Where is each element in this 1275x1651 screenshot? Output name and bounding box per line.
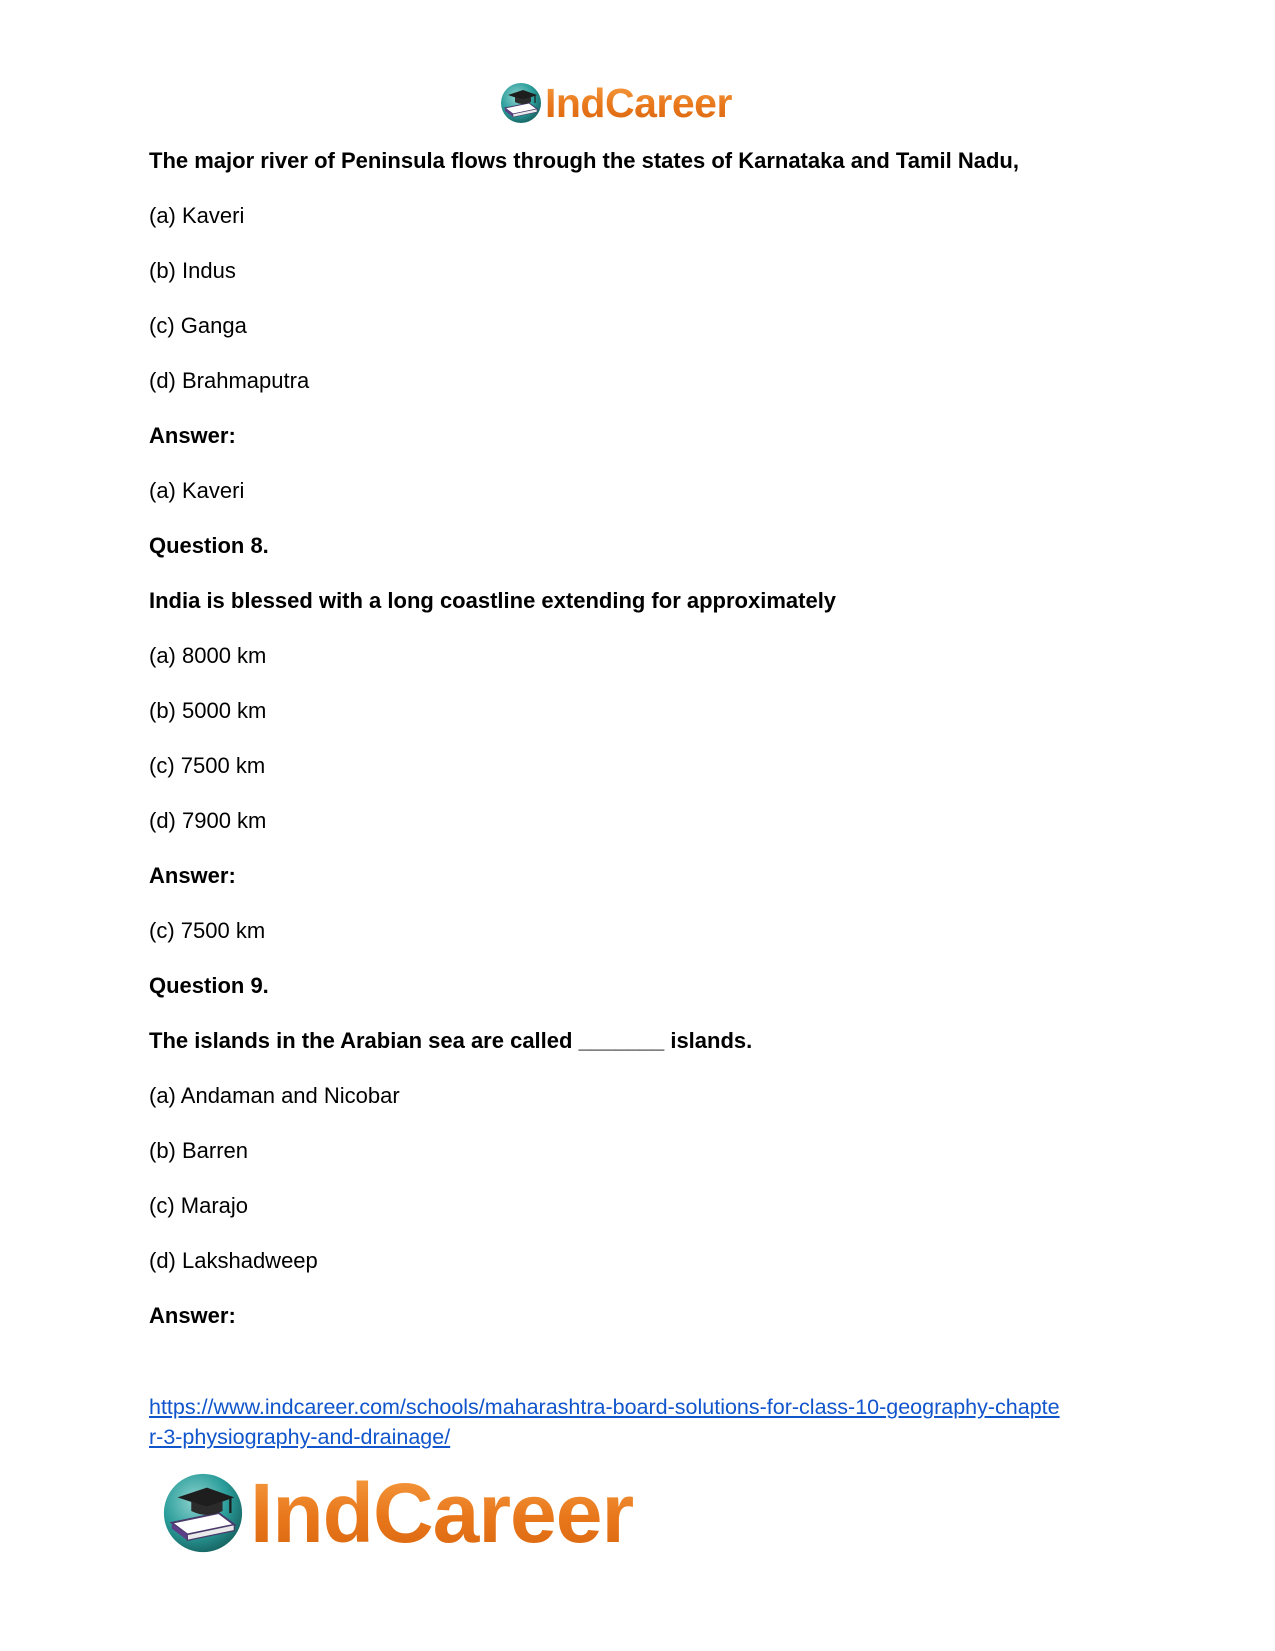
option-b: (b) 5000 km: [149, 698, 267, 723]
question-7-text: The major river of Peninsula flows through the states of Karnataka and Tamil Nadu,: [149, 148, 1019, 173]
option-a: (a) Kaveri: [149, 203, 245, 228]
question-8-text: India is blessed with a long coastline extending for approximately: [149, 588, 837, 613]
answer-label: Answer:: [149, 423, 236, 448]
graduation-book-icon: [499, 81, 543, 125]
source-link-line-2[interactable]: r-3-physiography-and-drainage/: [149, 1425, 451, 1449]
question-9-heading: Question 9.: [149, 973, 269, 998]
header-logo: [499, 80, 732, 126]
footer-logo: [160, 1465, 634, 1560]
answer-value: (c) 7500 km: [149, 918, 266, 943]
graduation-book-icon: [160, 1470, 246, 1556]
option-b: (b) Indus: [149, 258, 236, 283]
document-body: [149, 148, 1129, 1358]
option-c: (c) Marajo: [149, 1193, 249, 1218]
option-d: (d) 7900 km: [149, 808, 267, 833]
logo-text: IndCareer: [545, 79, 732, 126]
option-b: (b) Barren: [149, 1138, 249, 1163]
option-a: (a) 8000 km: [149, 643, 267, 668]
answer-value: (a) Kaveri: [149, 478, 245, 503]
option-c: (c) 7500 km: [149, 753, 266, 778]
answer-label: Answer:: [149, 863, 236, 888]
question-8-heading: Question 8.: [149, 533, 269, 558]
option-c: (c) Ganga: [149, 313, 247, 338]
logo-text: IndCareer: [250, 1465, 634, 1560]
answer-label: Answer:: [149, 1303, 236, 1328]
question-9-text: The islands in the Arabian sea are called _______ islands.: [149, 1028, 753, 1053]
option-d: (d) Brahmaputra: [149, 368, 310, 393]
source-link[interactable]: [149, 1392, 1129, 1452]
option-d: (d) Lakshadweep: [149, 1248, 318, 1273]
option-a: (a) Andaman and Nicobar: [149, 1083, 400, 1108]
source-link-line-1[interactable]: https://www.indcareer.com/schools/maharashtra-board-solutions-for-class-10-geography-chapte: [149, 1395, 1060, 1419]
